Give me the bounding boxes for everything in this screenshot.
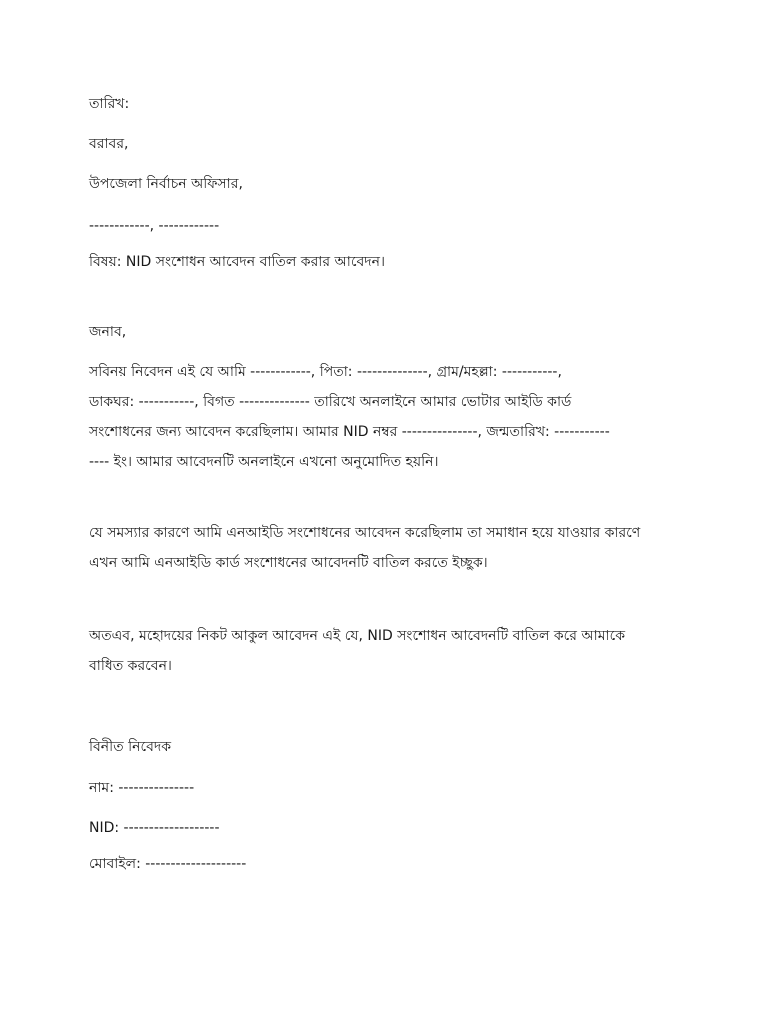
recipient-title: উপজেলা নির্বাচন অফিসার, — [89, 176, 243, 192]
body-paragraph-2 — [89, 523, 689, 573]
paragraph-line: সবিনয় নিবেদন এই যে আমি ------------, পিতা: --------------, গ্রাম/মহল্লা: -----------, — [89, 364, 562, 380]
greeting: জনাব, — [89, 324, 127, 340]
subject-line: বিষয়: NID সংশোধন আবেদন বাতিল করার আবেদন। — [89, 254, 385, 270]
recipient-address: ------------, ------------ — [89, 218, 220, 234]
paragraph-line: যে সমস্যার কারণে আমি এনআইডি সংশোধনের আবেদন করেছিলাম তা সমাধান হয়ে যাওয়ার কারণে — [89, 525, 641, 541]
body-paragraph-1 — [89, 362, 689, 472]
paragraph-line: ---- ইং। আমার আবেদনটি অনলাইনে এখনো অনুমোদিত হয়নি। — [89, 454, 439, 470]
salutation-to: বরাবর, — [89, 136, 129, 152]
paragraph-line: এখন আমি এনআইডি কার্ড সংশোধনের আবেদনটি বাতিল করতে ইচ্ছুক। — [89, 555, 488, 571]
date-label: তারিখ: — [89, 96, 130, 112]
nid-line: NID: ------------------- — [89, 820, 220, 836]
paragraph-line: সংশোধনের জন্য আবেদন করেছিলাম। আমার NID নম্বর ---------------, জন্মতারিখ: ----------- — [89, 424, 610, 440]
paragraph-line: বাধিত করবেন। — [89, 658, 172, 674]
closing: বিনীত নিবেদক — [89, 739, 172, 755]
name-line: নাম: --------------- — [89, 780, 195, 796]
mobile-line: মোবাইল: -------------------- — [89, 856, 247, 872]
body-paragraph-3 — [89, 626, 689, 676]
paragraph-line: ডাকঘর: -----------, বিগত -------------- তারিখে অনলাইনে আমার ভোটার আইডি কার্ড — [89, 394, 572, 410]
paragraph-line: অতএব, মহোদয়ের নিকট আকুল আবেদন এই যে, NID সংশোধন আবেদনটি বাতিল করে আমাকে — [89, 628, 626, 644]
